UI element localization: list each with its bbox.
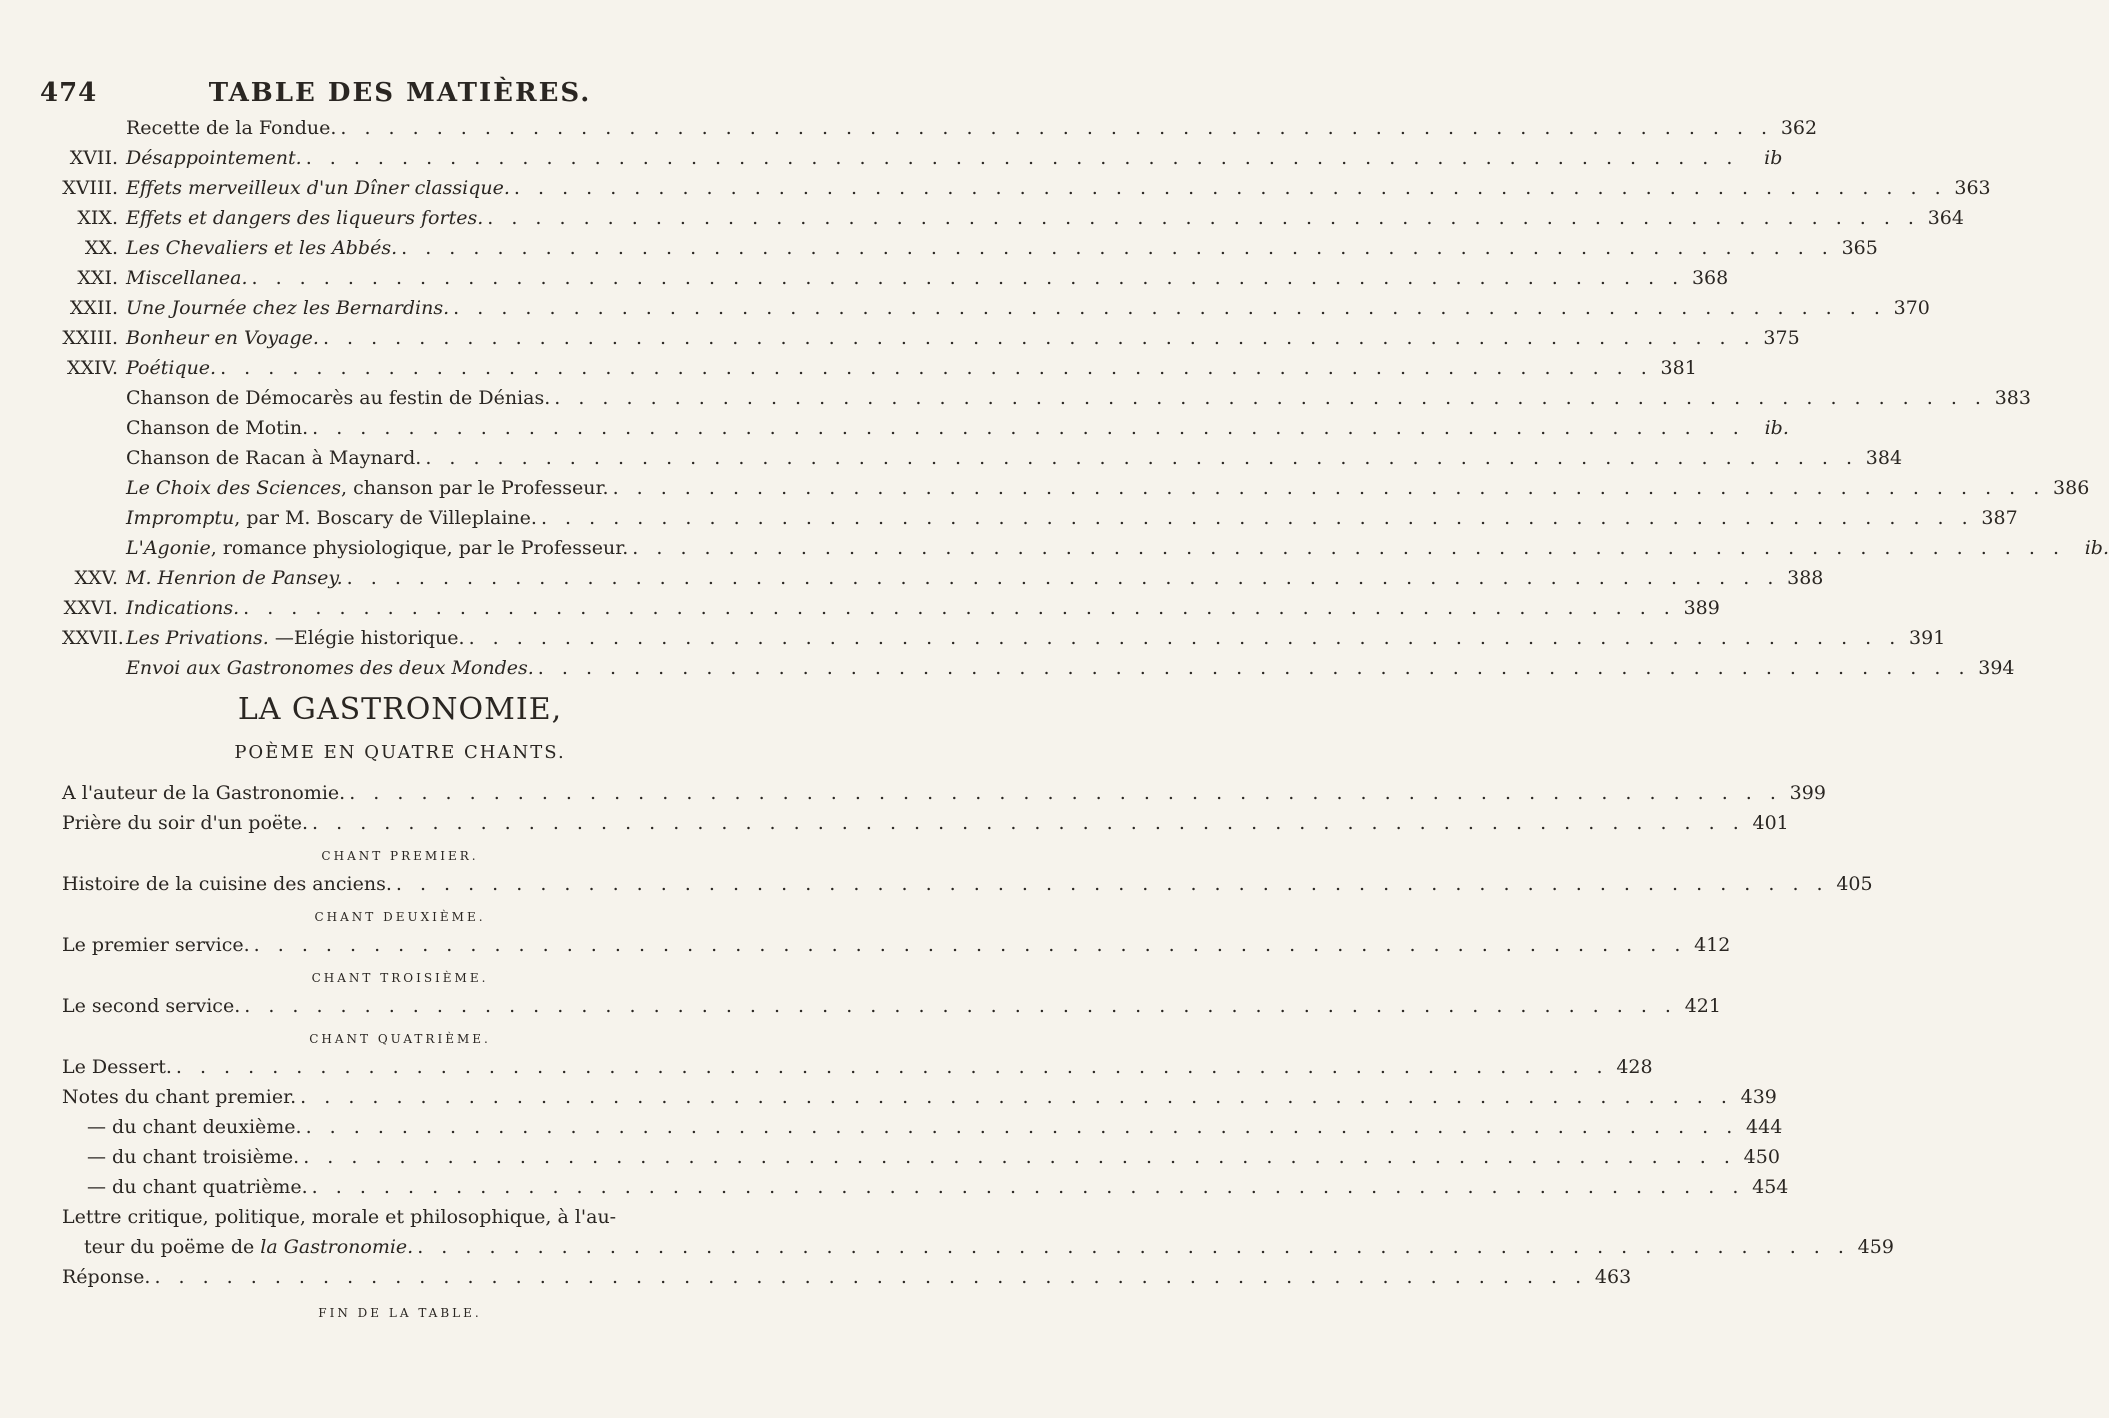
- entry-page: 428: [1616, 1056, 1653, 1078]
- entry-title: Recette de la Fondue.: [126, 117, 337, 139]
- entry-page: 364: [1927, 207, 1964, 229]
- entry-title: Indications.: [126, 597, 240, 619]
- entry-title: Réponse.: [62, 1266, 151, 1288]
- toc-entry: [62, 991, 1721, 1021]
- entry-title: A l'auteur de la Gastronomie.: [62, 782, 346, 804]
- entry-number: XXIII.: [62, 327, 118, 349]
- entry-page: 444: [1746, 1116, 1783, 1138]
- dot-leader: [453, 293, 1886, 323]
- toc-entry: [62, 1052, 1653, 1082]
- section-title: LA GASTRONOMIE,: [237, 692, 563, 727]
- entry-page: 363: [1954, 177, 1991, 199]
- entry-page: 387: [1981, 507, 2018, 529]
- entry-page: 439: [1740, 1086, 1777, 1108]
- dot-leader: [312, 413, 1745, 443]
- entry-title: Poétique.: [126, 357, 217, 379]
- dot-leader: [417, 1232, 1850, 1262]
- toc-entry: [62, 930, 1731, 960]
- entry-title: Le second service.: [62, 995, 241, 1017]
- dot-leader: [323, 323, 1756, 353]
- toc-entry: [87, 1142, 1780, 1172]
- entry-page: 383: [1994, 387, 2031, 409]
- entry-number: XXV.: [74, 567, 118, 589]
- dot-leader: [613, 473, 2046, 503]
- toc-entry: [62, 1262, 1632, 1292]
- toc-entry: [62, 143, 1783, 173]
- entry-title: Les Chevaliers et les Abbés.: [126, 237, 398, 259]
- entry-number: XXIV.: [67, 357, 118, 379]
- entry-title: [84, 1232, 413, 1262]
- toc-entry: [62, 413, 1789, 443]
- entry-number: XXII.: [69, 297, 118, 319]
- dot-leader: [554, 383, 1987, 413]
- entry-title: [126, 533, 628, 563]
- entry-title: Chanson de Racan à Maynard.: [126, 447, 422, 469]
- chant-heading: CHANT QUATRIÈME.: [309, 1032, 491, 1046]
- toc-entry: [62, 533, 2109, 563]
- dot-leader: [244, 991, 1677, 1021]
- entry-page: 459: [1857, 1236, 1894, 1258]
- entry-title: Bonheur en Voyage.: [126, 327, 319, 349]
- toc-entry: [62, 443, 1903, 473]
- dot-leader: [396, 869, 1829, 899]
- dot-leader: [312, 1172, 1745, 1202]
- chant-heading: CHANT TROISIÈME.: [311, 971, 489, 985]
- dot-leader: [541, 503, 1974, 533]
- entry-title-rest: , romance physiologique, par le Professeur.: [210, 537, 629, 559]
- dot-leader: [312, 808, 1745, 838]
- entry-page: 381: [1660, 357, 1697, 379]
- dot-leader: [303, 1142, 1736, 1172]
- toc-entry: [87, 1112, 1783, 1142]
- entry-title: M. Henrion de Pansey.: [126, 567, 343, 589]
- entry-title-rest: —Elégie historique.: [268, 627, 465, 649]
- entry-number: XIX.: [77, 207, 118, 229]
- toc-entry: [62, 653, 2015, 683]
- dot-leader: [469, 623, 1902, 653]
- dot-leader: [632, 533, 2065, 563]
- entry-number: XX.: [84, 237, 118, 259]
- toc-entry: [62, 203, 1964, 233]
- entry-number: XVIII.: [62, 177, 118, 199]
- entry-title: [126, 473, 609, 503]
- entry-page: 401: [1752, 812, 1789, 834]
- page-number: 474: [40, 78, 98, 108]
- dot-leader: [306, 143, 1739, 173]
- entry-number: XXI.: [77, 267, 118, 289]
- dot-leader: [349, 778, 1782, 808]
- entry-title-rest: teur du poëme de: [84, 1236, 261, 1258]
- dot-leader: [252, 263, 1685, 293]
- toc-entry: [62, 383, 2031, 413]
- dot-leader: [401, 233, 1834, 263]
- toc-entry: [62, 233, 1878, 263]
- toc-entry: [87, 1172, 1789, 1202]
- entry-page: 368: [1691, 267, 1729, 289]
- toc-entry: [62, 503, 2018, 533]
- running-title: TABLE DES MATIÈRES.: [208, 78, 592, 108]
- entry-title-rest: , chanson par le Professeur.: [341, 477, 609, 499]
- entry-title: Miscellanea.: [126, 267, 248, 289]
- end-of-table: FIN DE LA TABLE.: [318, 1306, 482, 1320]
- entry-page: 421: [1684, 995, 1721, 1017]
- entry-title: Envoi aux Gastronomes des deux Mondes.: [126, 657, 534, 679]
- dot-leader: [154, 1262, 1587, 1292]
- dot-leader: [254, 930, 1687, 960]
- toc-entry: [62, 563, 1824, 593]
- toc-entry: [62, 113, 1818, 143]
- entry-page: 370: [1893, 297, 1930, 319]
- toc-entry: [62, 778, 1826, 808]
- entry-page: 454: [1752, 1176, 1789, 1198]
- entry-title-italic: L'Agonie: [126, 537, 211, 559]
- entry-page: 388: [1787, 567, 1824, 589]
- entry-title: [126, 503, 537, 533]
- toc-entry: [62, 353, 1697, 383]
- entry-title-line1: Lettre critique, politique, morale et philosophique, à l'au-: [62, 1206, 617, 1228]
- entry-title: Désappointement.: [126, 147, 302, 169]
- entry-title: Prière du soir d'un poëte.: [62, 812, 309, 834]
- entry-title: Une Journée chez les Bernardins.: [126, 297, 450, 319]
- entry-title-italic: Impromptu: [126, 507, 235, 529]
- entry-page: 450: [1743, 1146, 1780, 1168]
- entry-page: 386: [2053, 477, 2090, 499]
- toc-entry: [62, 869, 1873, 899]
- toc-entry: [62, 473, 2090, 503]
- entry-page: 389: [1683, 597, 1720, 619]
- entry-title-italic: Le Choix des Sciences: [126, 477, 341, 499]
- toc-entry: [62, 323, 1800, 353]
- dot-leader: [347, 563, 1780, 593]
- entry-title-italic: Les Privations.: [126, 627, 269, 649]
- entry-page: 384: [1865, 447, 1903, 469]
- toc-entry: [62, 593, 1720, 623]
- entry-title: Notes du chant premier.: [62, 1086, 297, 1108]
- entry-number: XXVII.: [62, 627, 124, 649]
- entry-page: ib.: [2084, 537, 2109, 559]
- entry-page: 375: [1763, 327, 1800, 349]
- toc-entry: [62, 623, 1946, 653]
- entry-title: [126, 623, 465, 653]
- chant-heading: CHANT DEUXIÈME.: [314, 910, 486, 924]
- entry-page: 463: [1594, 1266, 1632, 1288]
- dot-leader: [538, 653, 1971, 683]
- dot-leader: [176, 1052, 1609, 1082]
- entry-page: 399: [1789, 782, 1826, 804]
- entry-title-italic: la Gastronomie.: [260, 1236, 414, 1258]
- toc-entry: [84, 1232, 1894, 1262]
- entry-title: — du chant troisième.: [87, 1146, 300, 1168]
- toc-entry: [62, 293, 1930, 323]
- entry-page: 412: [1694, 934, 1731, 956]
- dot-leader: [243, 593, 1676, 623]
- toc-entry: [62, 263, 1729, 293]
- entry-title: Histoire de la cuisine des anciens.: [62, 873, 392, 895]
- dot-leader: [487, 203, 1920, 233]
- dot-leader: [300, 1082, 1733, 1112]
- dot-leader: [425, 443, 1858, 473]
- entry-title: Chanson de Motin.: [126, 417, 309, 439]
- entry-title: Effets merveilleux d'un Dîner classique.: [126, 177, 510, 199]
- dot-leader: [340, 113, 1773, 143]
- entry-page: ib: [1764, 147, 1783, 169]
- dot-leader: [220, 353, 1653, 383]
- toc-entry: [62, 173, 1991, 203]
- page-header: [40, 78, 760, 114]
- entry-page: 362: [1780, 117, 1818, 139]
- entry-page: 394: [1978, 657, 2015, 679]
- section-subtitle: POÈME EN QUATRE CHANTS.: [234, 742, 566, 763]
- entry-page: 365: [1841, 237, 1878, 259]
- entry-title: Le premier service.: [62, 934, 250, 956]
- dot-leader: [306, 1112, 1739, 1142]
- entry-title: Effets et dangers des liqueurs fortes.: [126, 207, 484, 229]
- entry-title: Chanson de Démocarès au festin de Dénias.: [126, 387, 551, 409]
- entry-page: 391: [1909, 627, 1946, 649]
- toc-entry: [62, 1082, 1777, 1112]
- entry-page: 405: [1836, 873, 1873, 895]
- entry-number: XVII.: [69, 147, 118, 169]
- chant-heading: CHANT PREMIER.: [321, 849, 479, 863]
- entry-title-rest: , par M. Boscary de Villeplaine.: [234, 507, 537, 529]
- entry-page: ib.: [1764, 417, 1789, 439]
- dot-leader: [514, 173, 1947, 203]
- toc-entry: [62, 808, 1789, 838]
- entry-title: — du chant quatrième.: [87, 1176, 308, 1198]
- entry-title: — du chant deuxième.: [87, 1116, 302, 1138]
- entry-title: Le Dessert.: [62, 1056, 172, 1078]
- entry-number: XXVI.: [63, 597, 118, 619]
